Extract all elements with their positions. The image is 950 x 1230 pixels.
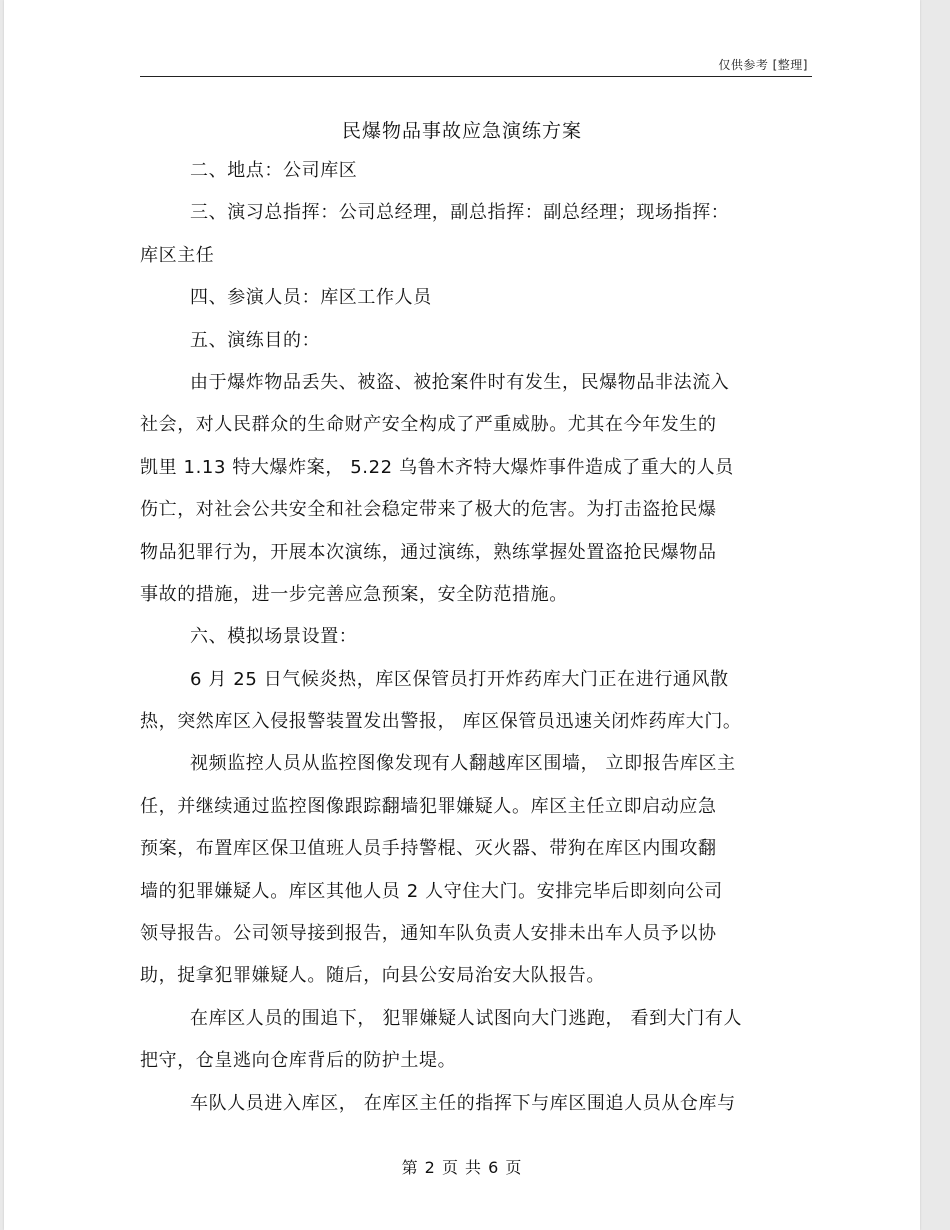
text-line: 凯里 1.13 特大爆炸案， 5.22 乌鲁木齐特大爆炸事件造成了重大的人员 (140, 456, 734, 478)
text-line: 事故的措施，进一步完善应急预案，安全防范措施。 (140, 583, 568, 605)
text-line: 库区主任 (140, 244, 215, 266)
text-line: 四、参演人员：库区工作人员 (190, 287, 432, 309)
text-line: 二、地点：公司库区 (190, 160, 358, 181)
document-page (4, 0, 920, 1230)
text-line: 热，突然库区入侵报警装置发出警报， 库区保管员迅速关闭炸药库大门。 (140, 711, 742, 733)
text-line: 把守，仓皇逃向仓库背后的防护土堤。 (140, 1050, 457, 1072)
text-line: 六、模拟场景设置： (190, 626, 358, 648)
text-line: 领导报告。公司领导接到报告，通知车队负责人安排未出车人员予以协 (140, 923, 717, 945)
document-body (140, 150, 820, 1125)
text-line: 6 月 25 日气候炎热，库区保管员打开炸药库大门正在进行通风散 (190, 668, 729, 690)
text-line: 视频监控人员从监控图像发现有人翻越库区围墙， 立即报告库区主 (190, 753, 736, 775)
header-divider (140, 76, 812, 77)
text-line: 预案，布置库区保卫值班人员手持警棍、灭火器、带狗在库区内围攻翻 (140, 838, 717, 860)
text-line: 社会，对人民群众的生命财产安全构成了严重威胁。尤其在今年发生的 (140, 414, 717, 436)
text-line: 由于爆炸物品丢失、被盗、被抢案件时有发生，民爆物品非法流入 (190, 371, 730, 393)
text-line: 墙的犯罪嫌疑人。库区其他人员 2 人守住大门。安排完毕后即刻向公司 (140, 880, 723, 902)
text-line: 三、演习总指挥：公司总经理，副总指挥：副总经理；现场指挥： (190, 202, 730, 224)
text-line: 物品犯罪行为，开展本次演练，通过演练，熟练掌握处置盗抢民爆物品 (140, 541, 717, 563)
page-indicator: 第 2 页 共 6 页 (401, 1158, 523, 1177)
text-line: 任，并继续通过监控图像跟踪翻墙犯罪嫌疑人。库区主任立即启动应急 (140, 795, 717, 817)
text-line: 车队人员进入库区， 在库区主任的指挥下与库区围追人员从仓库与 (190, 1092, 736, 1114)
text-line: 在库区人员的围追下， 犯罪嫌疑人试图向大门逃跑， 看到大门有人 (190, 1007, 743, 1029)
text-line: 伤亡，对社会公共安全和社会稳定带来了极大的危害。为打击盗抢民爆 (140, 499, 717, 521)
document-title: 民爆物品事故应急演练方案 (341, 120, 582, 142)
text-line: 五、演练目的： (190, 329, 321, 351)
header-note: 仅供参考 [整理] (718, 58, 808, 72)
text-line: 助，捉拿犯罪嫌疑人。随后，向县公安局治安大队报告。 (140, 965, 605, 987)
